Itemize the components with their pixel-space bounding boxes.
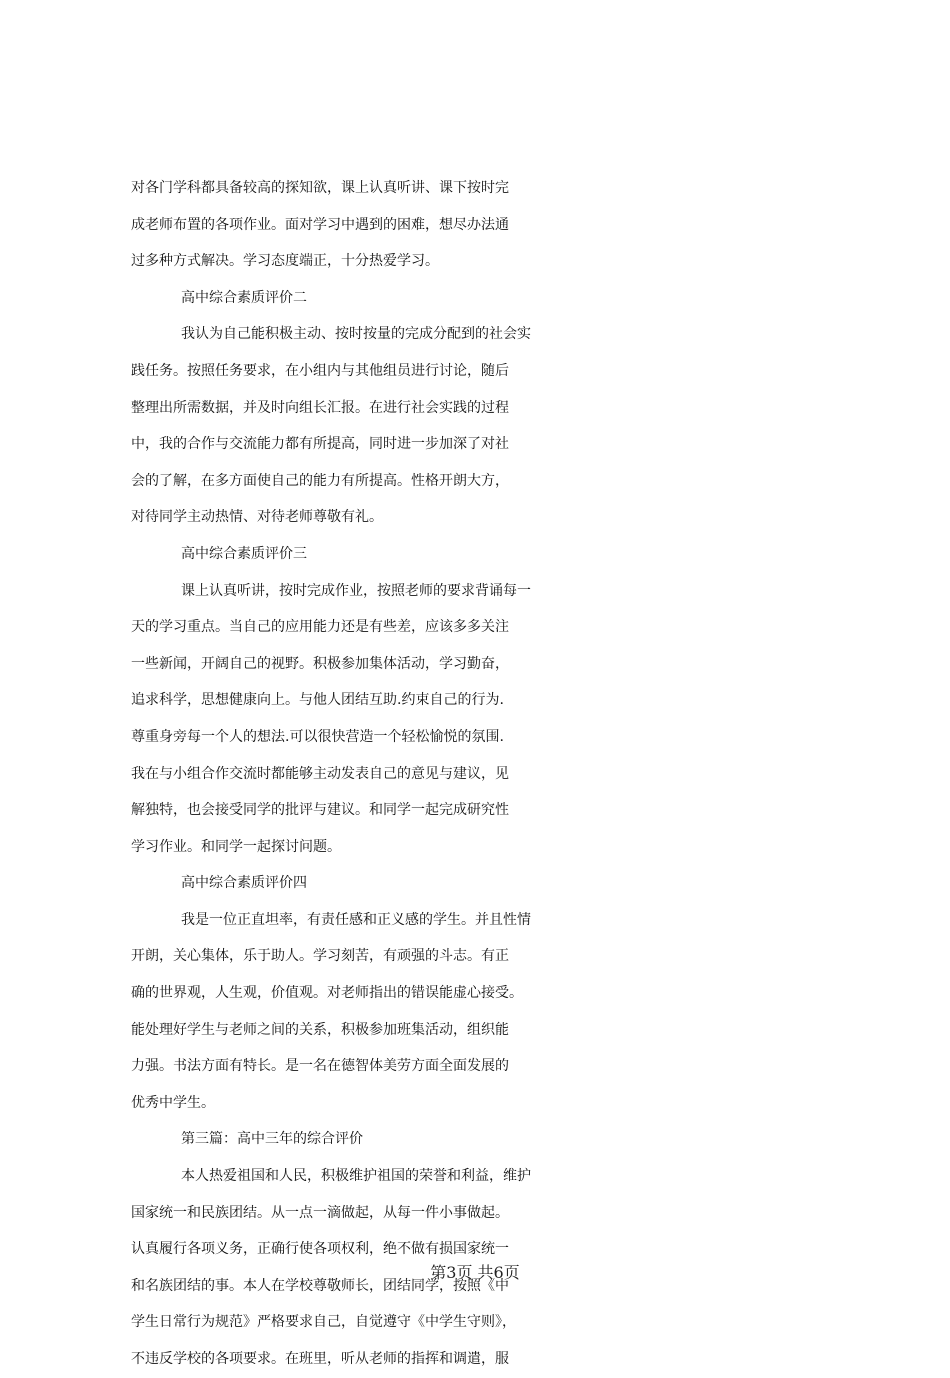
text-line: 高中综合素质评价三 — [181, 545, 307, 562]
text-line: 会的了解，在多方面使自己的能力有所提高。性格开朗大方， — [131, 472, 509, 489]
text-line: 确的世界观，人生观，价值观。对老师指出的错误能虚心接受。 — [131, 985, 523, 1002]
text-line: 国家统一和民族团结。从一点一滴做起，从每一件小事做起。 — [131, 1204, 509, 1221]
text-line: 优秀中学生。 — [131, 1094, 215, 1111]
text-line: 开朗，关心集体，乐于助人。学习刻苦，有顽强的斗志。有正 — [131, 948, 509, 965]
text-line: 对各门学科都具备较高的探知欲，课上认真听讲、课下按时完 — [131, 180, 509, 196]
text-line: 天的学习重点。当自己的应用能力还是有些差，应该多多关注 — [131, 619, 509, 636]
text-line: 解独特，也会接受同学的批评与建议。和同学一起完成研究性 — [131, 802, 509, 819]
text-line: 高中综合素质评价二 — [181, 289, 307, 306]
text-line: 本人热爱祖国和人民，积极维护祖国的荣誉和利益，维护 — [181, 1168, 531, 1185]
document-body — [131, 170, 831, 1378]
text-line: 课上认真听讲，按时完成作业，按照老师的要求背诵每一 — [181, 582, 531, 599]
text-line: 认真履行各项义务，正确行使各项权利，绝不做有损国家统一 — [131, 1241, 509, 1258]
text-line: 中，我的合作与交流能力都有所提高，同时进一步加深了对社 — [131, 436, 509, 453]
text-line: 过多种方式解决。学习态度端正，十分热爱学习。 — [131, 253, 439, 270]
text-line: 和名族团结的事。本人在学校尊敬师长，团结同学，按照《中 — [131, 1277, 509, 1294]
text-line: 尊重身旁每一个人的想法.可以很快营造一个轻松愉悦的氛围. — [131, 728, 504, 745]
page-footer: 第3页 共6页 — [430, 1263, 520, 1282]
text-line: 追求科学，思想健康向上。与他人团结互助.约束自己的行为. — [131, 692, 504, 709]
text-line: 我在与小组合作交流时都能够主动发表自己的意见与建议，见 — [131, 765, 509, 782]
text-line: 学习作业。和同学一起探讨问题。 — [131, 838, 341, 855]
text-line: 一些新闻，开阔自己的视野。积极参加集体活动，学习勤奋， — [131, 655, 509, 672]
text-line: 整理出所需数据，并及时向组长汇报。在进行社会实践的过程 — [131, 399, 509, 416]
text-line: 我认为自己能积极主动、按时按量的完成分配到的社会实 — [181, 326, 531, 343]
text-line: 力强。书法方面有特长。是一名在德智体美劳方面全面发展的 — [131, 1058, 509, 1075]
text-line: 第三篇：高中三年的综合评价 — [181, 1131, 363, 1148]
text-line: 高中综合素质评价四 — [181, 875, 307, 892]
text-line: 对待同学主动热情、对待老师尊敬有礼。 — [131, 509, 383, 526]
text-line: 践任务。按照任务要求，在小组内与其他组员进行讨论，随后 — [131, 362, 509, 379]
text-line: 能处理好学生与老师之间的关系，积极参加班集活动，组织能 — [131, 1021, 509, 1038]
text-line: 我是一位正直坦率，有责任感和正义感的学生。并且性情 — [181, 911, 531, 928]
text-line: 成老师布置的各项作业。面对学习中遇到的困难，想尽办法通 — [131, 216, 509, 233]
text-line: 不违反学校的各项要求。在班里，听从老师的指挥和调遣，服 — [131, 1351, 509, 1367]
text-line: 学生日常行为规范》严格要求自己，自觉遵守《中学生守则》， — [131, 1314, 516, 1331]
